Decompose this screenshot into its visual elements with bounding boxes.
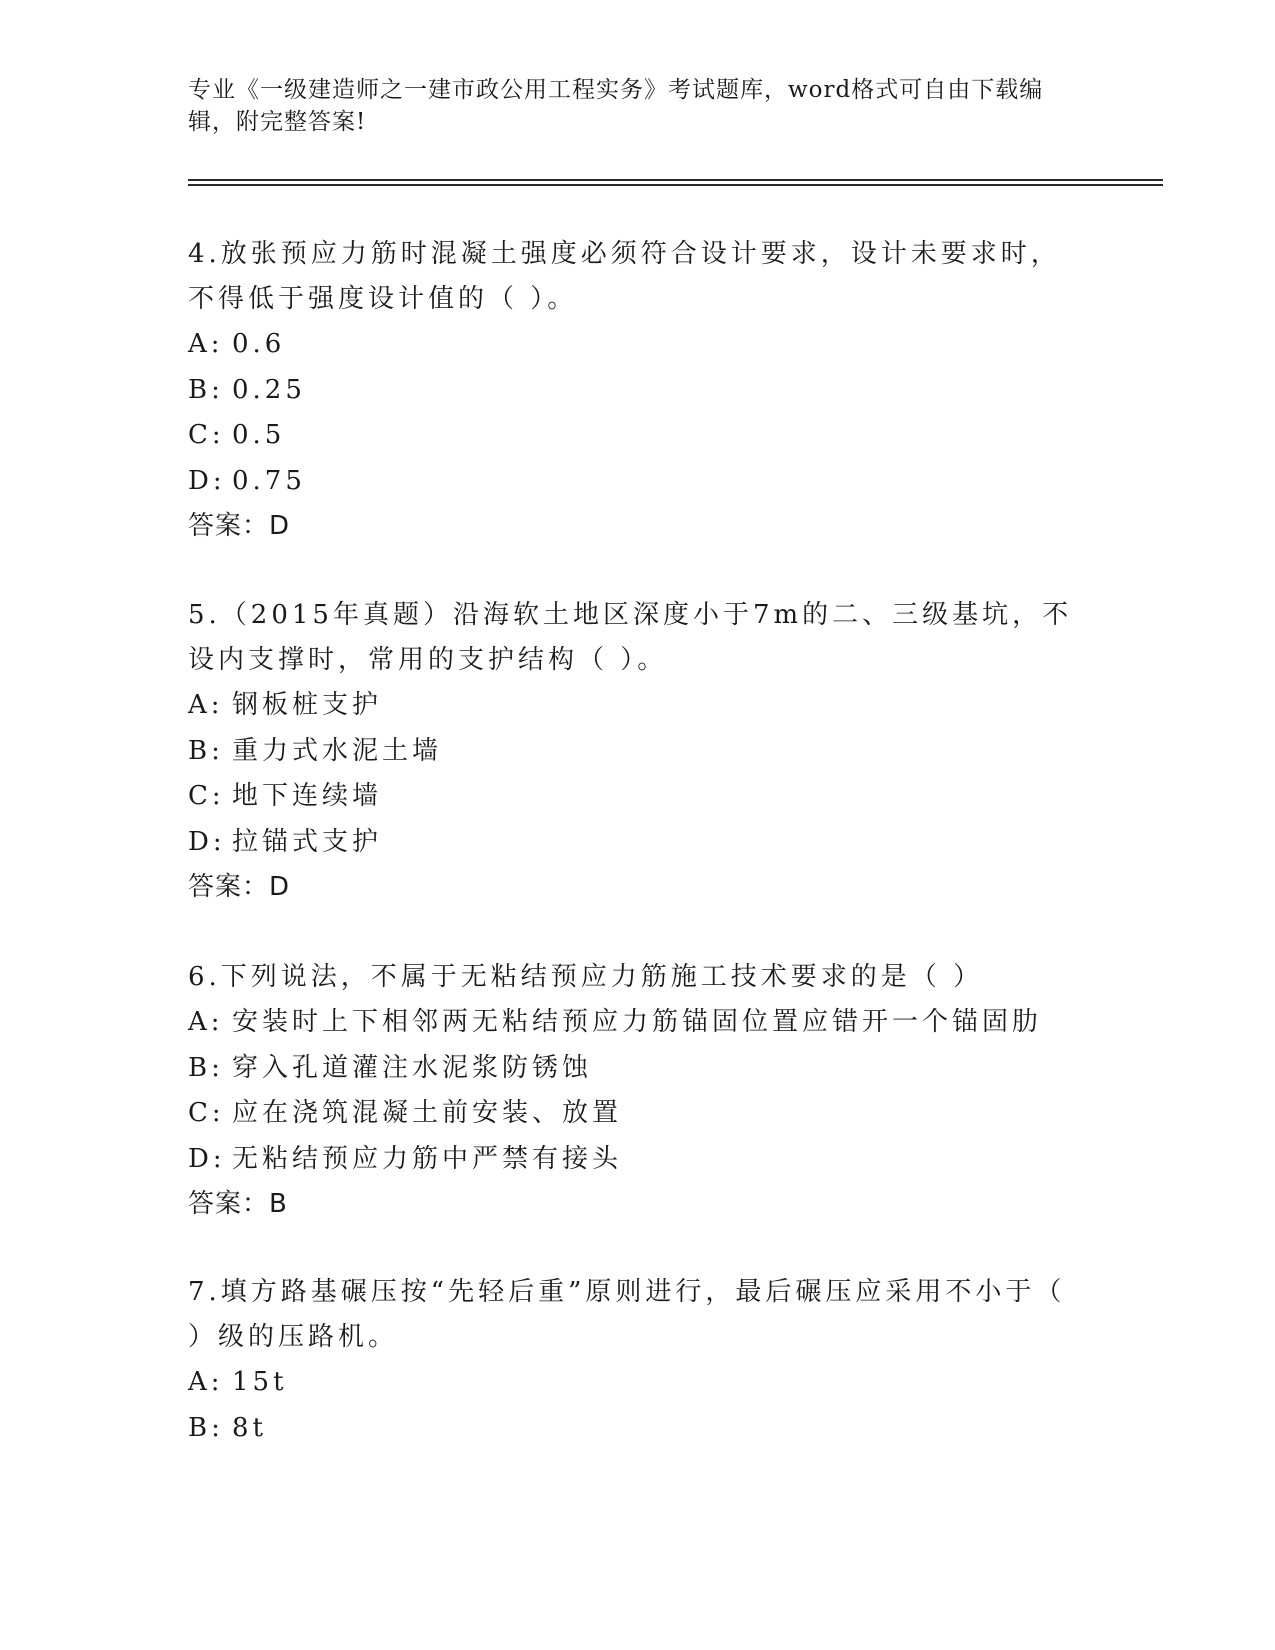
- option-letter: A:: [188, 329, 224, 359]
- option-b: [188, 1406, 1088, 1452]
- question-4: [188, 232, 1088, 550]
- question-7: [188, 1270, 1088, 1451]
- header-divider-top: [188, 179, 1163, 181]
- option-b: [188, 729, 1088, 775]
- option-b: [188, 1046, 1088, 1092]
- option-b: [188, 368, 1088, 414]
- option-text: 0.6: [232, 329, 286, 359]
- question-stem: 6.下列说法，不属于无粘结预应力筋施工技术要求的是（ ）: [188, 962, 984, 992]
- option-letter: C:: [188, 420, 225, 450]
- option-letter: B:: [188, 374, 224, 405]
- option-text: 地下连续墙: [232, 781, 383, 811]
- question-stem: 4.放张预应力筋时混凝土强度必须符合设计要求，设计未要求时，不得低于强度设计值的（ ）。: [188, 239, 1061, 314]
- option-text: 应在浇筑混凝土前安装、放置: [232, 1098, 623, 1128]
- question-5: [188, 593, 1088, 911]
- option-a: [188, 1360, 1088, 1406]
- option-text: 拉锚式支护: [232, 826, 383, 857]
- option-letter: B:: [188, 1412, 224, 1443]
- option-letter: D:: [188, 1143, 226, 1174]
- answer: 答案：B: [188, 1189, 288, 1219]
- option-letter: B:: [188, 735, 224, 766]
- option-letter: A:: [188, 1367, 224, 1397]
- option-text: 穿入孔道灌注水泥浆防锈蚀: [232, 1052, 593, 1083]
- question-stem: 5.（2015年真题）沿海软土地区深度小于7m的二、三级基坑，不设内支撑时，常用的支护结构（ ）。: [188, 600, 1073, 675]
- option-a: [188, 683, 1088, 729]
- answer: 答案：D: [188, 872, 291, 902]
- option-c: [188, 1091, 1088, 1137]
- header-divider-bottom: [188, 184, 1163, 186]
- option-c: [188, 413, 1088, 459]
- option-letter: C:: [188, 781, 225, 811]
- option-d: [188, 820, 1088, 866]
- option-text: 15t: [232, 1367, 288, 1397]
- option-letter: C:: [188, 1098, 225, 1128]
- option-d: [188, 459, 1088, 505]
- option-d: [188, 1137, 1088, 1183]
- option-text: 0.5: [232, 420, 286, 450]
- option-a: [188, 1000, 1088, 1046]
- option-text: 钢板桩支护: [232, 690, 383, 720]
- option-text: 无粘结预应力筋中严禁有接头: [232, 1143, 623, 1174]
- option-letter: A:: [188, 690, 224, 720]
- option-text: 8t: [232, 1412, 267, 1443]
- option-text: 0.75: [232, 465, 306, 496]
- question-6: [188, 955, 1088, 1228]
- option-a: [188, 322, 1088, 368]
- option-letter: B:: [188, 1052, 224, 1083]
- option-letter: D:: [188, 826, 226, 857]
- question-stem: 7.填方路基碾压按“先轻后重”原则进行，最后碾压应采用不小于（ ）级的压路机。: [188, 1277, 1066, 1352]
- option-text: 0.25: [232, 374, 306, 405]
- document-intro: 专业《一级建造师之一建市政公用工程实务》考试题库，word格式可自由下载编辑，附完整答案!: [188, 77, 1044, 135]
- option-text: 安装时上下相邻两无粘结预应力筋锚固位置应错开一个锚固肋: [232, 1007, 1043, 1037]
- answer: 答案：D: [188, 511, 291, 541]
- option-letter: D:: [188, 465, 226, 496]
- option-text: 重力式水泥土墙: [232, 735, 443, 766]
- option-letter: A:: [188, 1007, 224, 1037]
- option-c: [188, 774, 1088, 820]
